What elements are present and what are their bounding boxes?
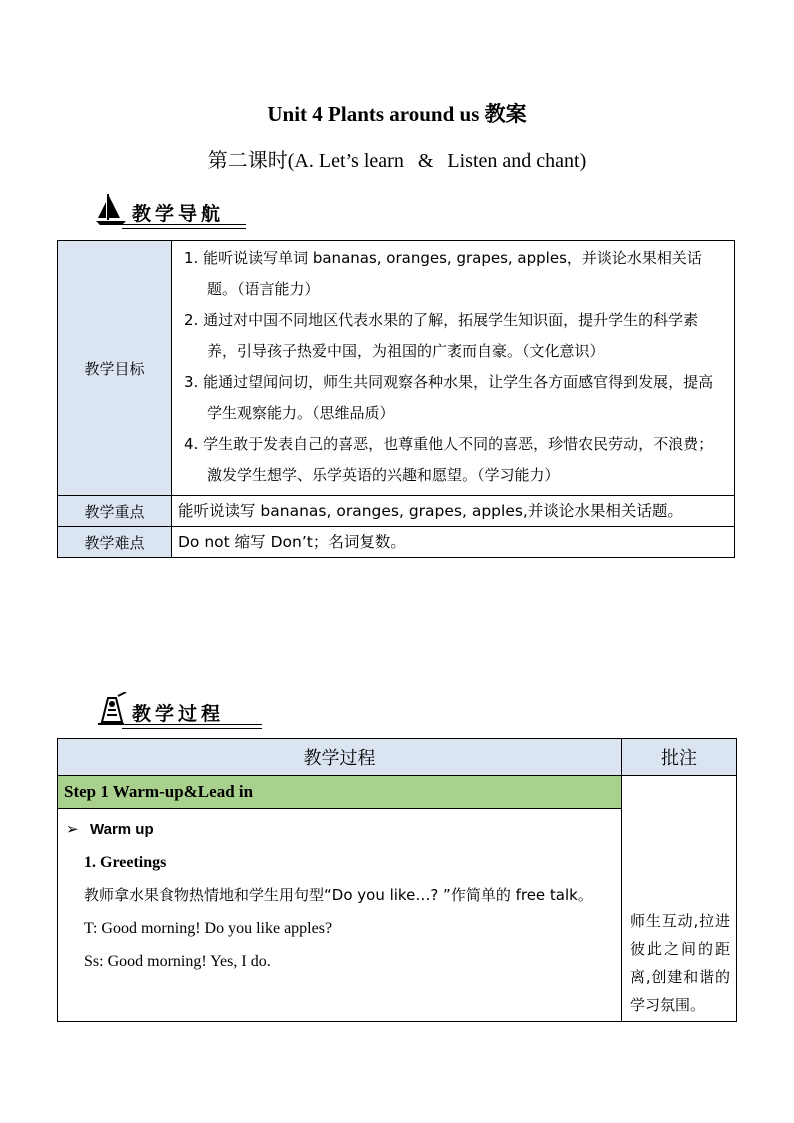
section-underline xyxy=(122,724,262,729)
pencil-figure-icon xyxy=(94,692,128,726)
key-points-label: 教学重点 xyxy=(58,496,172,527)
difficult-points-text: Do not 缩写 Don’t；名词复数。 xyxy=(172,527,735,558)
goals-label: 教学目标 xyxy=(58,241,172,496)
teaching-nav-table xyxy=(57,240,735,558)
teaching-process-table xyxy=(57,738,737,1022)
section-label-process: 教学过程 xyxy=(132,703,225,725)
dialogue-line: T: Good morning! Do you like apples? xyxy=(84,920,333,937)
difficult-points-label: 教学难点 xyxy=(58,527,172,558)
section-label-nav: 教学导航 xyxy=(132,203,225,225)
bullet-item xyxy=(66,813,613,846)
dialogue-line: Ss: Good morning! Yes, I do. xyxy=(84,953,271,970)
content-paragraph: 教师拿水果食物热情地和学生用句型“Do you like…? ”作简单的 free talk。 xyxy=(84,886,593,904)
sailboat-icon xyxy=(94,192,128,226)
header-note: 批注 xyxy=(622,739,737,776)
goal-item-1: 1. 能听说读写单词 bananas, oranges, grapes, apples，并谈论水果相关话题。（语言能力） xyxy=(184,249,702,298)
goal-item-3: 3. 能通过望闻问切，师生共同观察各种水果，让学生各方面感官得到发展，提高学生观察能力。（思维品质） xyxy=(184,373,714,422)
step-content xyxy=(58,809,622,1022)
subtitle-part-b: Listen and chant) xyxy=(447,150,587,172)
arrow-bullet-icon: ➢ xyxy=(66,821,79,838)
subtitle-part-a: 第二课时(A. Let’s learn xyxy=(207,150,404,172)
table-row xyxy=(58,241,735,496)
table-row xyxy=(58,776,737,809)
note-cell: 师生互动,拉进彼此之间的距离,创建和谐的学习氛围。 xyxy=(622,776,737,1022)
page-subtitle xyxy=(0,144,794,173)
table-row xyxy=(58,496,735,527)
section-heading-process xyxy=(94,690,269,726)
item-heading: 1. Greetings xyxy=(84,854,167,871)
goals-cell xyxy=(172,241,735,496)
bullet-label: Warm up xyxy=(90,821,154,838)
subtitle-ampersand: & xyxy=(417,150,434,172)
goal-item-4: 4. 学生敢于发表自己的喜恶，也尊重他人不同的喜恶，珍惜农民劳动，不浪费；激发学生想学、乐学英语的兴趣和愿望。（学习能力） xyxy=(184,435,714,484)
section-underline xyxy=(122,224,246,229)
section-heading-nav xyxy=(94,190,254,226)
step-heading: Step 1 Warm-up&Lead in xyxy=(58,776,622,809)
goal-item-2: 2. 通过对中国不同地区代表水果的了解，拓展学生知识面，提升学生的科学素养，引导孩子热爱中国，为祖国的广袤而自豪。（文化意识） xyxy=(184,311,699,360)
header-process: 教学过程 xyxy=(58,739,622,776)
table-row xyxy=(58,527,735,558)
key-points-text: 能听说读写 bananas, oranges, grapes, apples,并谈论水果相关话题。 xyxy=(172,496,735,527)
page-title: Unit 4 Plants around us 教案 xyxy=(267,102,527,126)
table-header-row xyxy=(58,739,737,776)
